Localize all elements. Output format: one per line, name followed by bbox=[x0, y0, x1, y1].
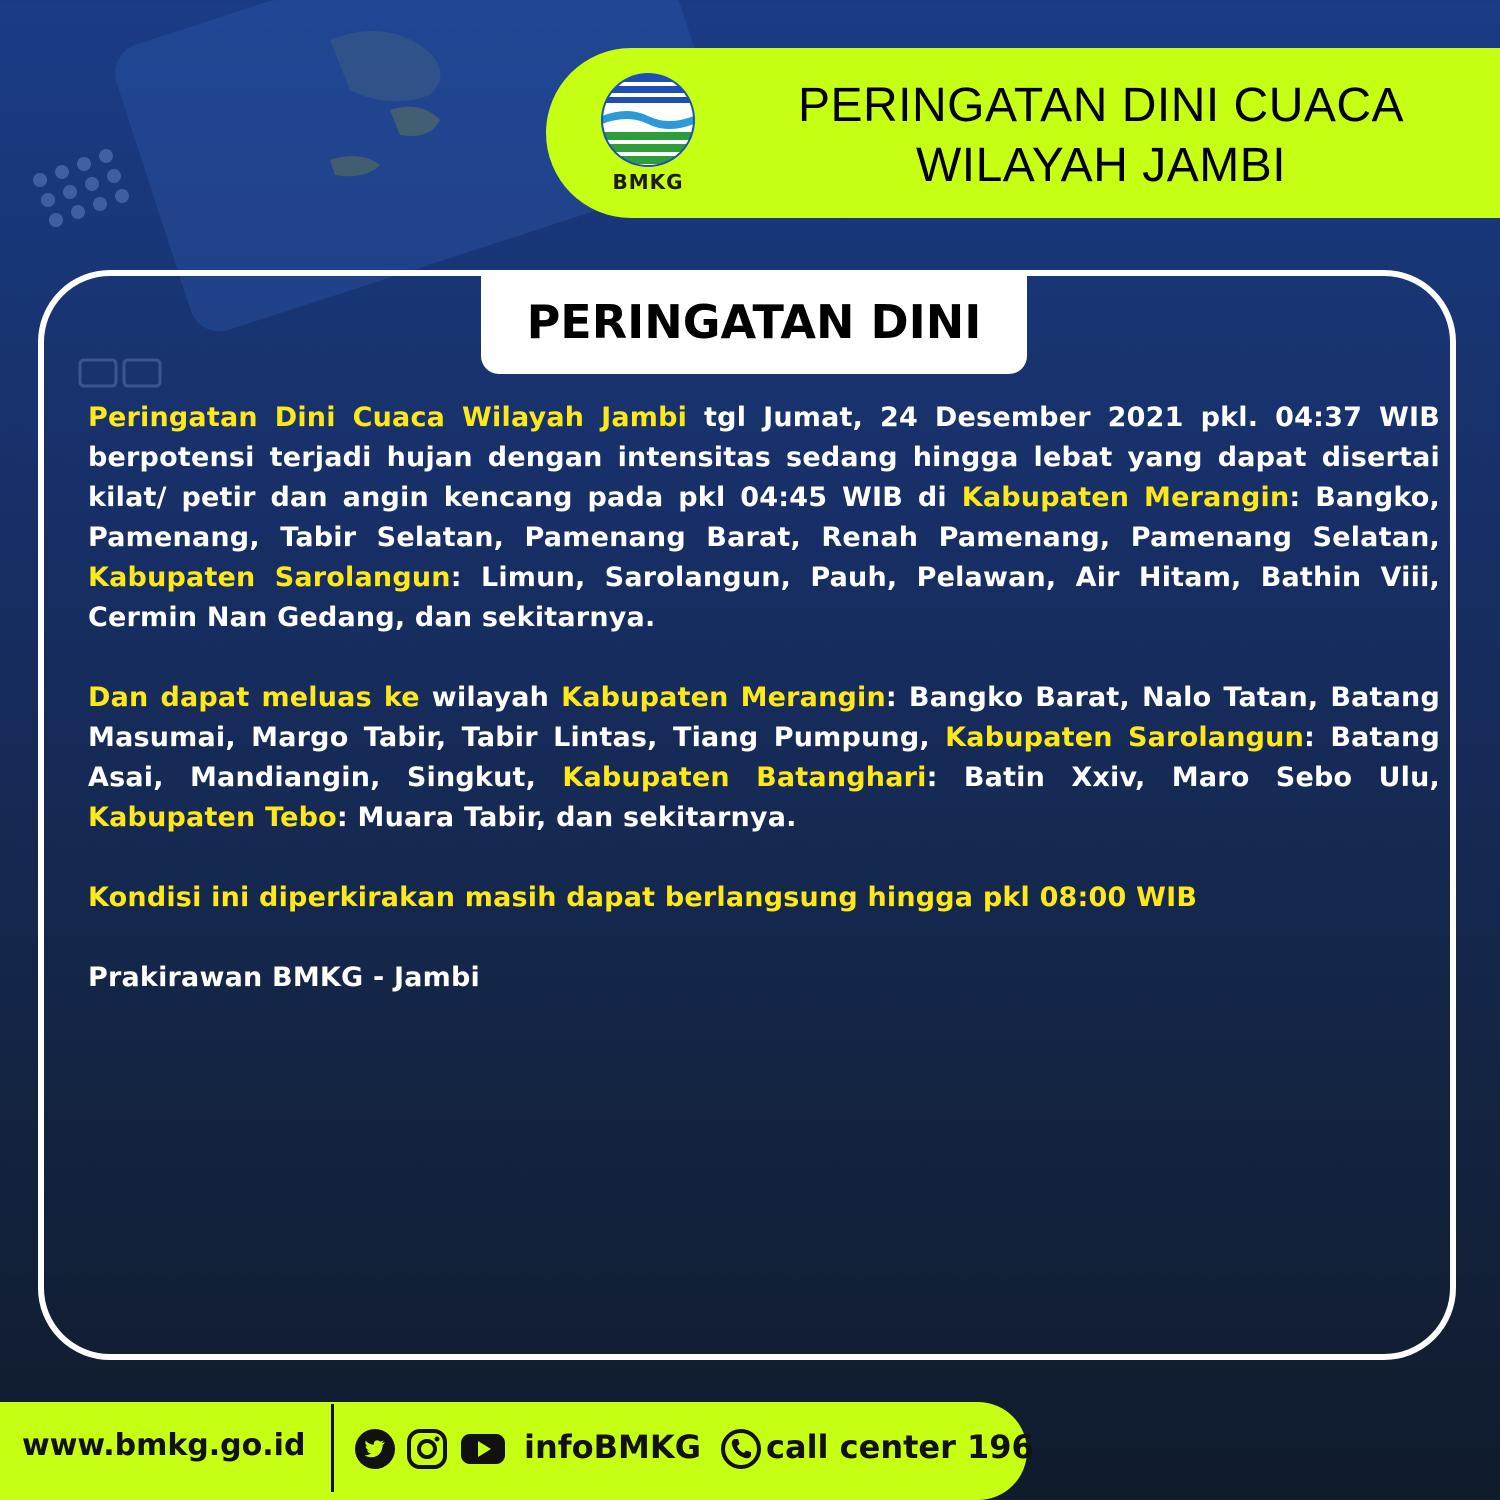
highlight-text: Dan dapat meluas ke bbox=[88, 682, 420, 713]
signature: Prakirawan BMKG - Jambi bbox=[88, 962, 480, 993]
highlight-text: Kabupaten Tebo bbox=[88, 802, 337, 833]
card-tab bbox=[481, 270, 1027, 374]
header-title-line2: WILAYAH JAMBI bbox=[915, 139, 1287, 192]
paragraph-2 bbox=[88, 678, 1440, 838]
body-text: : Muara Tabir, dan sekitarnya. bbox=[336, 802, 797, 833]
paragraph-3: Kondisi ini diperkirakan masih dapat berlangsung hingga pkl 08:00 WIB bbox=[88, 882, 1198, 913]
highlight-text: Kabupaten Merangin bbox=[561, 682, 886, 713]
body-text: : Bangko Barat, Nalo Tatan, Batang Masumai, Margo Tabir, Tabir Lintas, Tiang Pumpung, bbox=[88, 682, 1440, 753]
bmkg-logo bbox=[598, 72, 698, 192]
body-text: : Bangko, Pamenang, Tabir Selatan, Pamenang Barat, Renah Pamenang, Pamenang Selatan, bbox=[88, 482, 1440, 553]
social-handle[interactable]: infoBMKG bbox=[524, 1428, 701, 1466]
body-text: : Batin Xxiv, Maro Sebo Ulu, bbox=[926, 762, 1440, 793]
header-title bbox=[786, 76, 1416, 196]
youtube-icon[interactable] bbox=[460, 1428, 506, 1470]
instagram-icon[interactable] bbox=[406, 1428, 448, 1470]
bmkg-logo-icon bbox=[598, 72, 698, 168]
phone-icon[interactable] bbox=[720, 1428, 762, 1470]
body-text: : Limun, Sarolangun, Pauh, Pelawan, Air Hitam, Bathin Viii, Cermin Nan Gedang, dan sekitarnya. bbox=[88, 562, 1441, 633]
highlight-text: Kabupaten Batanghari bbox=[562, 762, 927, 793]
paragraph-1 bbox=[88, 398, 1440, 638]
logo-text: BMKG bbox=[612, 170, 684, 194]
website-link[interactable]: www.bmkg.go.id bbox=[22, 1428, 306, 1463]
body-text: : Batang Asai, Mandiangin, Singkut, bbox=[88, 722, 1441, 793]
warning-text bbox=[88, 398, 1440, 998]
highlight-text: Peringatan Dini Cuaca Wilayah Jambi bbox=[88, 402, 688, 433]
footer-divider bbox=[331, 1404, 334, 1492]
body-text: wilayah bbox=[419, 682, 562, 713]
twitter-icon[interactable] bbox=[354, 1428, 396, 1470]
header-banner bbox=[546, 48, 1500, 218]
highlight-text: Kabupaten Sarolangun bbox=[945, 722, 1304, 753]
highlight-text: Kabupaten Sarolangun bbox=[88, 562, 451, 593]
card-title: PERINGATAN DINI bbox=[526, 295, 982, 349]
highlight-text: Kabupaten Merangin bbox=[961, 482, 1290, 513]
call-center[interactable]: call center 196 bbox=[766, 1428, 1034, 1466]
header-title-line1: PERINGATAN DINI CUACA bbox=[797, 79, 1405, 132]
body-text: tgl Jumat, 24 Desember 2021 pkl. 04:37 WIB berpotensi terjadi hujan dengan intensitas sedang hingga lebat yang dapat disertai kilat/ petir dan angin kencang pada pkl 04:45 WIB di bbox=[88, 402, 1441, 513]
